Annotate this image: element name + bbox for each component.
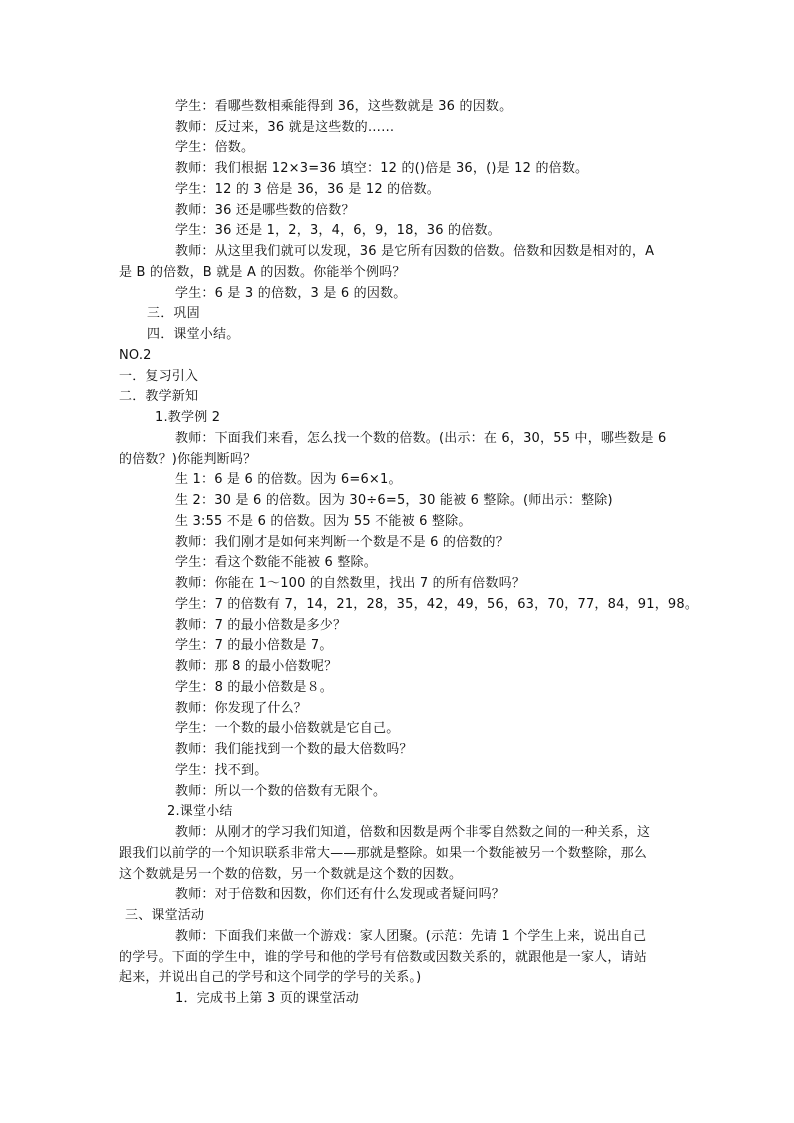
dialogue-line: 教师：那 8 的最小倍数呢？	[175, 659, 338, 674]
dialogue-line: 学生：一个数的最小倍数就是它自己。	[175, 721, 400, 736]
dialogue-line: 教师：所以一个数的倍数有无限个。	[175, 784, 387, 799]
dialogue-line: 生 3:55 不是 6 的倍数。因为 55 不能被 6 整除。	[175, 514, 472, 529]
dialogue-line: 学生：12 的 3 倍是 36，36 是 12 的倍数。	[175, 182, 440, 197]
dialogue-line: 学生：6 是 3 的倍数，3 是 6 的因数。	[175, 286, 407, 301]
dialogue-line: 跟我们以前学的一个知识联系非常大——那就是整除。如果一个数能被另一个数整除，那么	[119, 846, 648, 861]
section-heading: 一．复习引入	[119, 369, 199, 384]
dialogue-line: 的倍数？)你能判断吗？	[119, 452, 257, 467]
dialogue-line: 教师：从这里我们就可以发现，36 是它所有因数的倍数。倍数和因数是相对的，A	[175, 244, 655, 259]
dialogue-line: 学生：36 还是 1，2，3，4，6，9，18，36 的倍数。	[175, 223, 501, 238]
dialogue-line: 教师：我们根据 12×3=36 填空：12 的()倍是 36，()是 12 的倍数。	[175, 161, 589, 176]
section-heading: 二．教学新知	[119, 389, 199, 404]
lesson-number: NO.2	[119, 348, 152, 363]
dialogue-line: 教师：7 的最小倍数是多少？	[175, 618, 347, 633]
dialogue-line: 生 2：30 是 6 的倍数。因为 30÷6=5，30 能被 6 整除。(师出示：整除)	[175, 493, 613, 508]
dialogue-line: 学生：7 的最小倍数是 7。	[175, 638, 333, 653]
dialogue-line: 教师：下面我们来做一个游戏：家人团聚。(示范：先请 1 个学生上来，说出自己	[175, 929, 647, 944]
dialogue-line: 教师：对于倍数和因数，你们还有什么发现或者疑问吗？	[175, 887, 506, 902]
dialogue-line: 这个数就是另一个数的倍数，另一个数就是这个数的因数。	[119, 867, 463, 882]
section-heading: 四．课堂小结。	[147, 327, 240, 342]
section-heading: 三、课堂活动	[125, 908, 205, 923]
dialogue-line: 学生：8 的最小倍数是８。	[175, 680, 334, 695]
dialogue-line: 学生：看这个数能不能被 6 整除。	[175, 555, 377, 570]
subsection-heading: 1.教学例 2	[155, 410, 221, 425]
list-item: 1．完成书上第 3 页的课堂活动	[175, 991, 360, 1006]
dialogue-line: 学生：7 的倍数有 7，14，21，28，35，42，49，56，63，70，77，84，91，98。	[175, 597, 699, 612]
dialogue-line: 教师：我们能找到一个数的最大倍数吗？	[175, 742, 413, 757]
dialogue-line: 是 B 的倍数，B 就是 A 的因数。你能举个例吗？	[119, 265, 406, 280]
dialogue-line: 的学号。下面的学生中，谁的学号和他的学号有倍数或因数关系的，就跟他是一家人，请站	[119, 950, 648, 965]
dialogue-line: 起来，并说出自己的学号和这个同学的学号的关系。)	[119, 970, 422, 985]
dialogue-line: 教师：你能在 1～100 的自然数里，找出 7 的所有倍数吗？	[175, 576, 526, 591]
subsection-heading: 2.课堂小结	[167, 804, 233, 819]
dialogue-line: 教师：下面我们来看，怎么找一个数的倍数。(出示：在 6，30，55 中，哪些数是 6	[175, 431, 667, 446]
dialogue-line: 教师：我们刚才是如何来判断一个数是不是 6 的倍数的？	[175, 535, 509, 550]
dialogue-line: 教师：从刚才的学习我们知道，倍数和因数是两个非零自然数之间的一种关系，这	[175, 825, 651, 840]
dialogue-line: 学生：看哪些数相乘能得到 36，这些数就是 36 的因数。	[175, 99, 513, 114]
dialogue-line: 教师：36 还是哪些数的倍数？	[175, 203, 355, 218]
dialogue-line: 学生：倍数。	[175, 140, 255, 155]
dialogue-line: 教师：你发现了什么？	[175, 701, 308, 716]
section-heading: 三．巩固	[147, 306, 200, 321]
dialogue-line: 教师：反过来，36 就是这些数的……	[175, 120, 395, 135]
dialogue-line: 生 1：6 是 6 的倍数。因为 6=6×1。	[175, 472, 402, 487]
dialogue-line: 学生：找不到。	[175, 763, 268, 778]
